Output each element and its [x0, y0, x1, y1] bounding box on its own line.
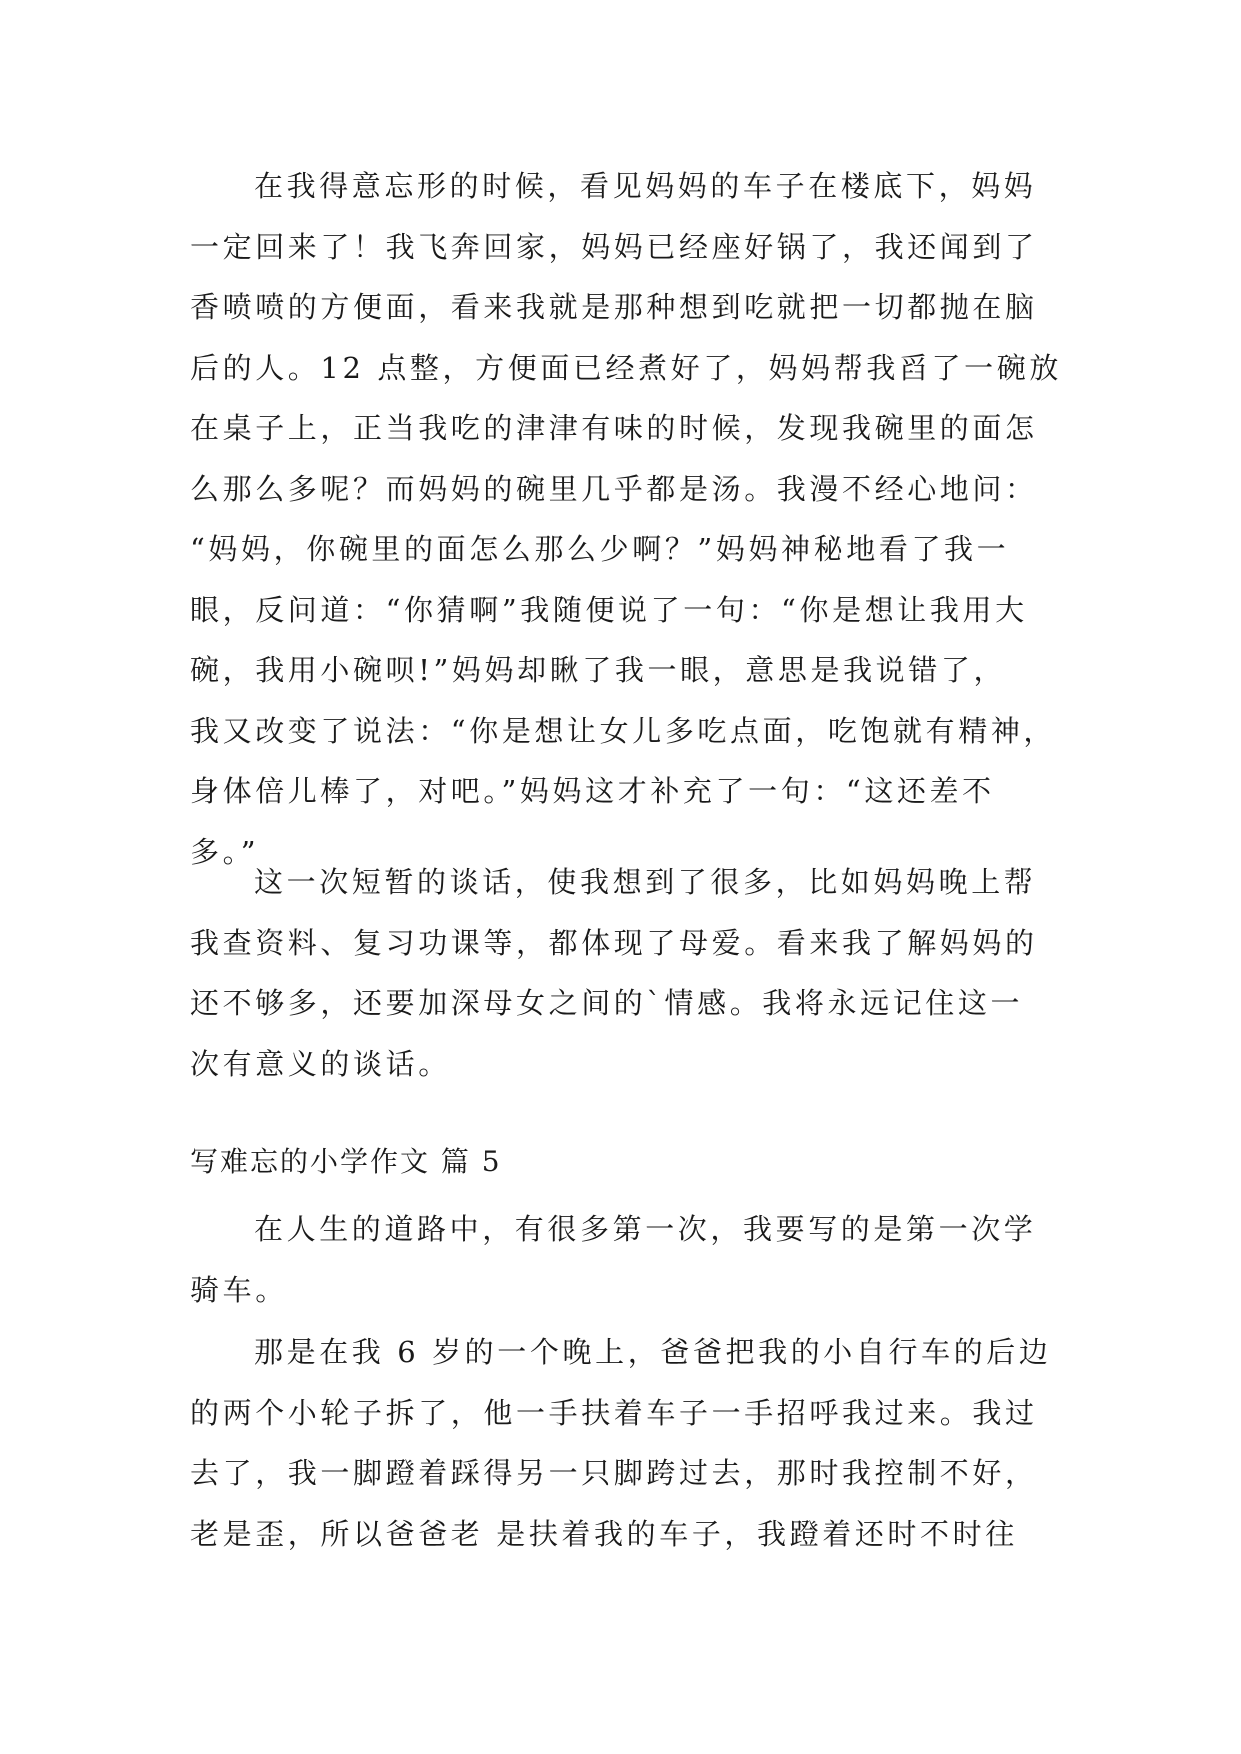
text-line: 多。”: [190, 834, 260, 869]
text-line: 去了，我一脚蹬着踩得另一只脚跨过去，那时我控制不好，: [190, 1456, 1038, 1490]
text-line: 在人生的道路中，有很多第一次，我要写的是第一次学: [254, 1212, 1037, 1246]
text-line: 骑车。: [190, 1272, 288, 1307]
text-line: 这一次短暂的谈话，使我想到了很多，比如妈妈晚上帮: [254, 865, 1037, 899]
text-line: 那是在我 6 岁的一个晚上，爸爸把我的小自行车的后边: [254, 1335, 1052, 1369]
section-title: 写难忘的小学作文 篇 5: [190, 1145, 502, 1178]
text-line: 次有意义的谈话。: [190, 1046, 451, 1081]
text-line: 我查资料、复习功课等，都体现了母爱。看来我了解妈妈的: [190, 925, 1038, 960]
text-line: 在我得意忘形的时候，看见妈妈的车子在楼底下，妈妈: [254, 169, 1037, 203]
text-line: 我又改变了说法：“你是想让女儿多吃点面，吃饱就有精神，: [190, 713, 1057, 748]
paragraph-reflection: [190, 852, 1070, 1094]
section-heading: [190, 1132, 1070, 1193]
text-line: 的两个小轮子拆了，他一手扶着车子一手招呼我过来。我过: [190, 1395, 1038, 1430]
text-line: “妈妈，你碗里的面怎么那么少啊？”妈妈神秘地看了我一: [190, 532, 1010, 566]
text-line: 么那么多呢？而妈妈的碗里几乎都是汤。我漫不经心地问：: [190, 471, 1038, 506]
text-line: 一定回来了！我飞奔回家，妈妈已经座好锅了，我还闻到了: [190, 229, 1038, 264]
paragraph-dialogue: [190, 156, 1070, 882]
text-line: 在桌子上，正当我吃的津津有味的时候，发现我碗里的面怎: [190, 411, 1038, 445]
text-line: 后的人。12 点整，方便面已经煮好了，妈妈帮我舀了一碗放: [190, 350, 1062, 385]
paragraph-bicycle: [190, 1322, 1070, 1564]
paragraph-intro: [190, 1199, 1070, 1320]
text-line: 身体倍儿棒了，对吧。”妈妈这才补充了一句：“这还差不: [190, 774, 995, 808]
text-line: 还不够多，还要加深母女之间的`情感。我将永远记住这一: [190, 986, 1024, 1020]
text-line: 香喷喷的方便面，看来我就是那种想到吃就把一切都抛在脑: [190, 290, 1038, 324]
text-line: 碗，我用小碗呗!”妈妈却瞅了我一眼，意思是我说错了，: [190, 653, 1007, 687]
text-line: 眼，反问道：“你猜啊”我随便说了一句：“你是想让我用大: [190, 592, 1028, 627]
text-line: 老是歪，所以爸爸老 是扶着我的车子，我蹬着还时不时往: [190, 1516, 1018, 1551]
